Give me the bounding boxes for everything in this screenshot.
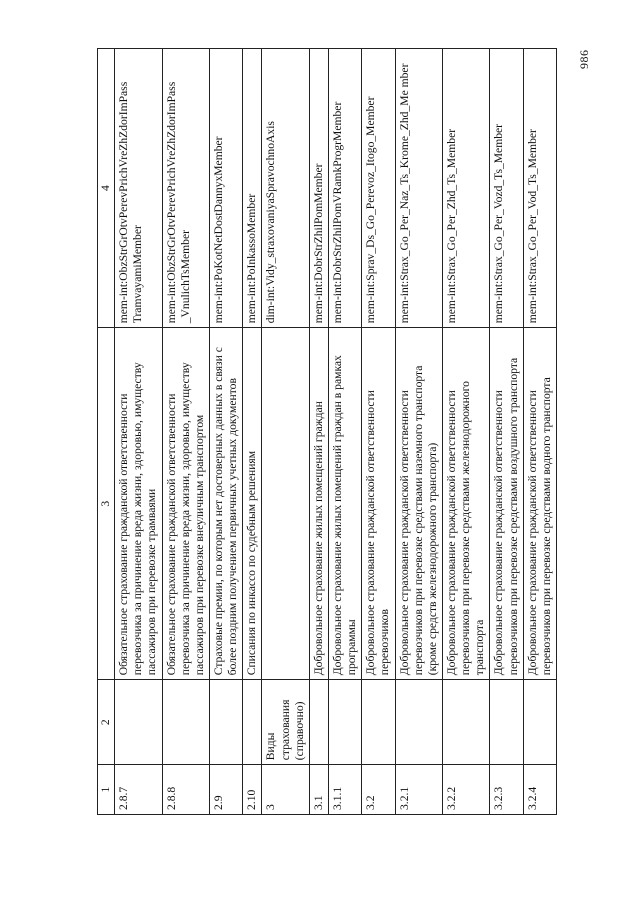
row-name: Добровольное страхование жилых помещений граждан в рамках программы bbox=[328, 328, 361, 680]
row-group: Виды страхования (справочно) bbox=[262, 680, 309, 765]
row-group bbox=[162, 680, 209, 765]
table-row bbox=[262, 49, 309, 815]
row-name: Добровольное страхование гражданской ответственности перевозчиков bbox=[362, 328, 395, 680]
row-member: mem-int:DobrStrZhilPomVRamkProgrMember bbox=[328, 49, 361, 328]
row-name: Обязательное страхование гражданской ответственности перевозчика за причинение вреда жизни, здоровью, имуществу пассажиров при перевозке трамваями bbox=[115, 328, 162, 680]
table-row bbox=[395, 49, 442, 815]
row-member: mem-int:Strax_Go_Per_Vozd_Ts_Member bbox=[490, 49, 523, 328]
table-row bbox=[328, 49, 361, 815]
row-code: 3.2.2 bbox=[442, 765, 489, 815]
row-code: 3.1 bbox=[309, 765, 328, 815]
row-code: 3.2.3 bbox=[490, 765, 523, 815]
row-code: 2.8.7 bbox=[115, 765, 162, 815]
table-row bbox=[162, 49, 209, 815]
table-row bbox=[523, 49, 556, 815]
row-group bbox=[395, 680, 442, 765]
row-group bbox=[442, 680, 489, 765]
row-code: 3 bbox=[262, 765, 309, 815]
header-cell-1: 1 bbox=[98, 765, 115, 815]
row-group bbox=[523, 680, 556, 765]
row-group bbox=[362, 680, 395, 765]
header-row bbox=[98, 49, 115, 815]
table-row bbox=[115, 49, 162, 815]
row-member: mem-int:PoInkassoMember bbox=[243, 49, 262, 328]
row-member: mem-int:ObzStrGrOtvPerevPrichVreZhZdorImPass TramvayamiMember bbox=[115, 49, 162, 328]
row-name: Обязательное страхование гражданской ответственности перевозчика за причинение вреда жизни, здоровью, имуществу пассажиров при перевозке внеуличным транспортом bbox=[162, 328, 209, 680]
page-number: 986 bbox=[577, 49, 591, 69]
row-name: Добровольное страхование гражданской ответственности перевозчиков при перевозке средствами железнодорожного транспорта bbox=[442, 328, 489, 680]
row-member: mem-int:Strax_Go_Per_Naz_Ts_Krome_Zhd_Me mber bbox=[395, 49, 442, 328]
row-member: dim-int:Vidy_straxovaniyaSpravochnoAxis bbox=[262, 49, 309, 328]
row-group bbox=[490, 680, 523, 765]
row-name: Добровольное страхование гражданской ответственности перевозчиков при перевозке средствами водного транспорта bbox=[523, 328, 556, 680]
row-name: Добровольное страхование жилых помещений граждан bbox=[309, 328, 328, 680]
table-row bbox=[490, 49, 523, 815]
row-code: 2.10 bbox=[243, 765, 262, 815]
table-row bbox=[309, 49, 328, 815]
row-code: 3.2.1 bbox=[395, 765, 442, 815]
header-cell-3: 3 bbox=[98, 328, 115, 680]
row-name: Добровольное страхование гражданской ответственности перевозчиков при перевозке средствами воздушного транспорта bbox=[490, 328, 523, 680]
table-row bbox=[362, 49, 395, 815]
row-name: Страховые премии, по которым нет достоверных данных в связи с более поздним получением первичных учетных документов bbox=[209, 328, 242, 680]
header-cell-2: 2 bbox=[98, 680, 115, 765]
table-body bbox=[115, 49, 557, 815]
row-code: 2.9 bbox=[209, 765, 242, 815]
row-code: 3.2 bbox=[362, 765, 395, 815]
row-code: 3.1.1 bbox=[328, 765, 361, 815]
row-member: mem-int:PoKotNetDostDannyxMember bbox=[209, 49, 242, 328]
row-code: 2.8.8 bbox=[162, 765, 209, 815]
row-group bbox=[209, 680, 242, 765]
header-cell-4: 4 bbox=[98, 49, 115, 328]
table-row bbox=[442, 49, 489, 815]
row-member: mem-int:DobrStrZhilPomMember bbox=[309, 49, 328, 328]
row-group bbox=[115, 680, 162, 765]
row-group bbox=[328, 680, 361, 765]
row-group bbox=[309, 680, 328, 765]
row-name: Добровольное страхование гражданской ответственности перевозчиков при перевозке средствами наземного транспорта (кроме средств железнодорожного транспорта) bbox=[395, 328, 442, 680]
row-name: Списания по инкассо по судебным решениям bbox=[243, 328, 262, 680]
row-name bbox=[262, 328, 309, 680]
table-row bbox=[209, 49, 242, 815]
row-code: 3.2.4 bbox=[523, 765, 556, 815]
row-member: mem-int:Strax_Go_Per_Zhd_Ts_Member bbox=[442, 49, 489, 328]
classification-table bbox=[97, 48, 557, 815]
row-group bbox=[243, 680, 262, 765]
row-member: mem-int:Sprav_Ds_Go_Perevoz_Itogo_Member bbox=[362, 49, 395, 328]
row-member: mem-int:Strax_Go_Per_Vod_Ts_Member bbox=[523, 49, 556, 328]
row-member: mem-int:ObzStrGrOtvPerevPrichVreZhZdorImPass _VnulichTsMember bbox=[162, 49, 209, 328]
table-row bbox=[243, 49, 262, 815]
